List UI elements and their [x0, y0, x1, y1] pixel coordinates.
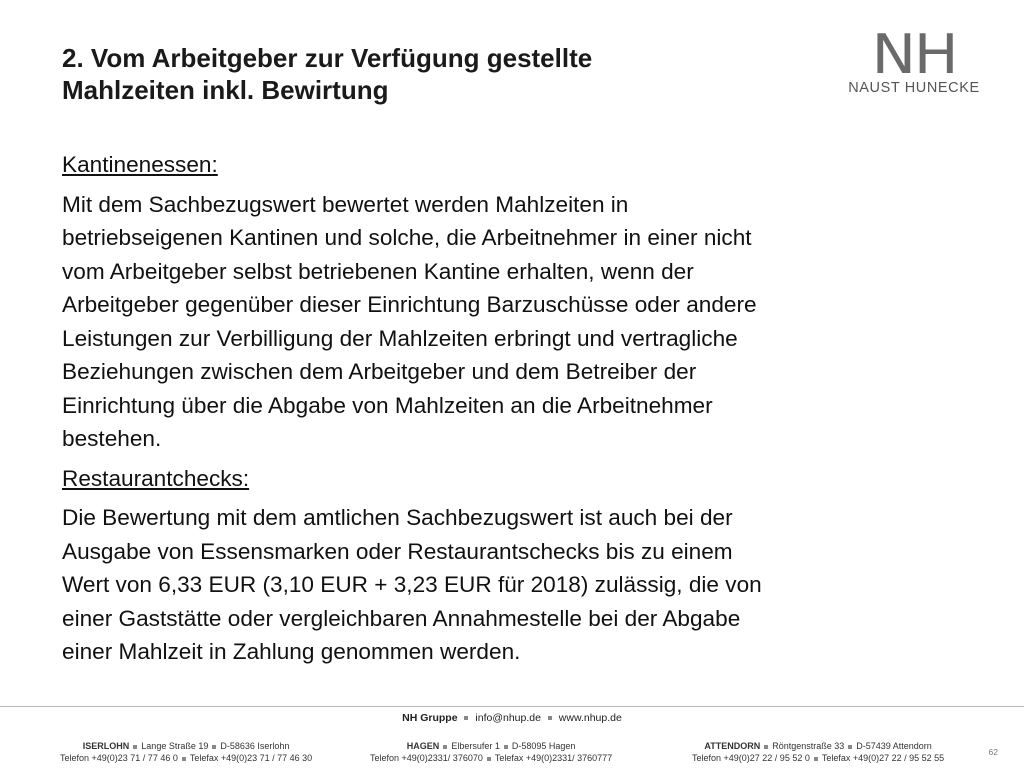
office-zip: D-57439 Attendorn — [856, 741, 932, 751]
office-street: Elbersufer 1 — [451, 741, 500, 751]
separator-square-icon — [548, 716, 552, 720]
office-iserlohn — [60, 740, 312, 764]
office-zip: D-58095 Hagen — [511, 741, 576, 751]
text-line: Mit dem Sachbezugswert bewertet werden Mahlzeiten in — [62, 191, 629, 217]
office-hagen — [370, 740, 612, 764]
office-city: ISERLOHN — [82, 741, 130, 751]
text-line: Ausgabe von Essensmarken oder Restaurantschecks bis zu einem — [62, 538, 733, 564]
office-phone: Telefon +49(0)27 22 / 95 52 0 — [692, 753, 810, 763]
office-fax: Telefax +49(0)27 22 / 95 52 55 — [821, 753, 945, 763]
heading-kantinenessen: Kantinenessen: — [62, 152, 218, 177]
text-line: Einrichtung über die Abgabe von Mahlzeiten an die Arbeitnehmer — [62, 392, 713, 418]
text-line: bestehen. — [62, 426, 162, 451]
text-line: Beziehungen zwischen dem Arbeitgeber und dem Betreiber der — [62, 359, 697, 384]
office-phone: Telefon +49(0)23 71 / 77 46 0 — [60, 753, 178, 763]
slide-title — [62, 42, 802, 106]
text-line: Leistungen zur Verbilligung der Mahlzeiten erbringt und vertragliche — [62, 325, 738, 351]
title-line-2: Mahlzeiten inkl. Bewirtung — [62, 75, 389, 105]
footer-divider — [0, 706, 1024, 707]
office-phone: Telefon +49(0)2331/ 376070 — [370, 753, 483, 763]
footer-website[interactable]: www.nhup.de — [558, 712, 622, 724]
separator-square-icon — [212, 745, 216, 749]
separator-square-icon — [464, 716, 468, 720]
separator-square-icon — [504, 745, 508, 749]
paragraph-kantinenessen — [62, 188, 972, 456]
paragraph-restaurantchecks — [62, 501, 972, 669]
separator-square-icon — [764, 745, 768, 749]
text-line: vom Arbeitgeber selbst betriebenen Kantine erhalten, wenn der — [62, 258, 694, 284]
separator-square-icon — [848, 745, 852, 749]
text-line: einer Mahlzeit in Zahlung genommen werden. — [62, 639, 521, 664]
office-attendorn — [692, 740, 944, 764]
text-line: Arbeitgeber gegenüber dieser Einrichtung Barzuschüsse oder andere — [62, 292, 757, 317]
slide-body — [62, 148, 972, 669]
footer-contact — [0, 712, 1024, 724]
text-line: Wert von 6,33 EUR (3,10 EUR + 3,23 EUR für 2018) zulässig, die von — [62, 572, 762, 597]
logo-text: NAUST HUNECKE — [848, 80, 980, 96]
page-number: 62 — [988, 747, 998, 757]
separator-square-icon — [133, 745, 137, 749]
office-street: Röntgenstraße 33 — [772, 741, 845, 751]
footer-email[interactable]: info@nhup.de — [475, 712, 541, 724]
heading-restaurantchecks: Restaurantchecks: — [62, 465, 250, 491]
text-line: einer Gaststätte oder vergleichbaren Annahmestelle bei der Abgabe — [62, 605, 741, 631]
office-fax: Telefax +49(0)2331/ 3760777 — [494, 753, 613, 763]
office-city: HAGEN — [406, 741, 440, 751]
office-fax: Telefax +49(0)23 71 / 77 46 30 — [189, 753, 313, 763]
separator-square-icon — [443, 745, 447, 749]
separator-square-icon — [814, 757, 818, 761]
company-logo — [834, 23, 994, 96]
footer-company: NH Gruppe — [402, 712, 458, 724]
office-city: ATTENDORN — [704, 741, 761, 751]
office-zip: D-58636 Iserlohn — [220, 741, 290, 751]
text-line: betriebseigenen Kantinen und solche, die Arbeitnehmer in einer nicht — [62, 225, 752, 250]
logo-mark: NH — [871, 23, 957, 86]
separator-square-icon — [182, 757, 186, 761]
office-street: Lange Straße 19 — [141, 741, 209, 751]
separator-square-icon — [487, 757, 491, 761]
text-line: Die Bewertung mit dem amtlichen Sachbezugswert ist auch bei der — [62, 505, 733, 530]
title-line-1: 2. Vom Arbeitgeber zur Verfügung gestellte — [62, 43, 593, 73]
